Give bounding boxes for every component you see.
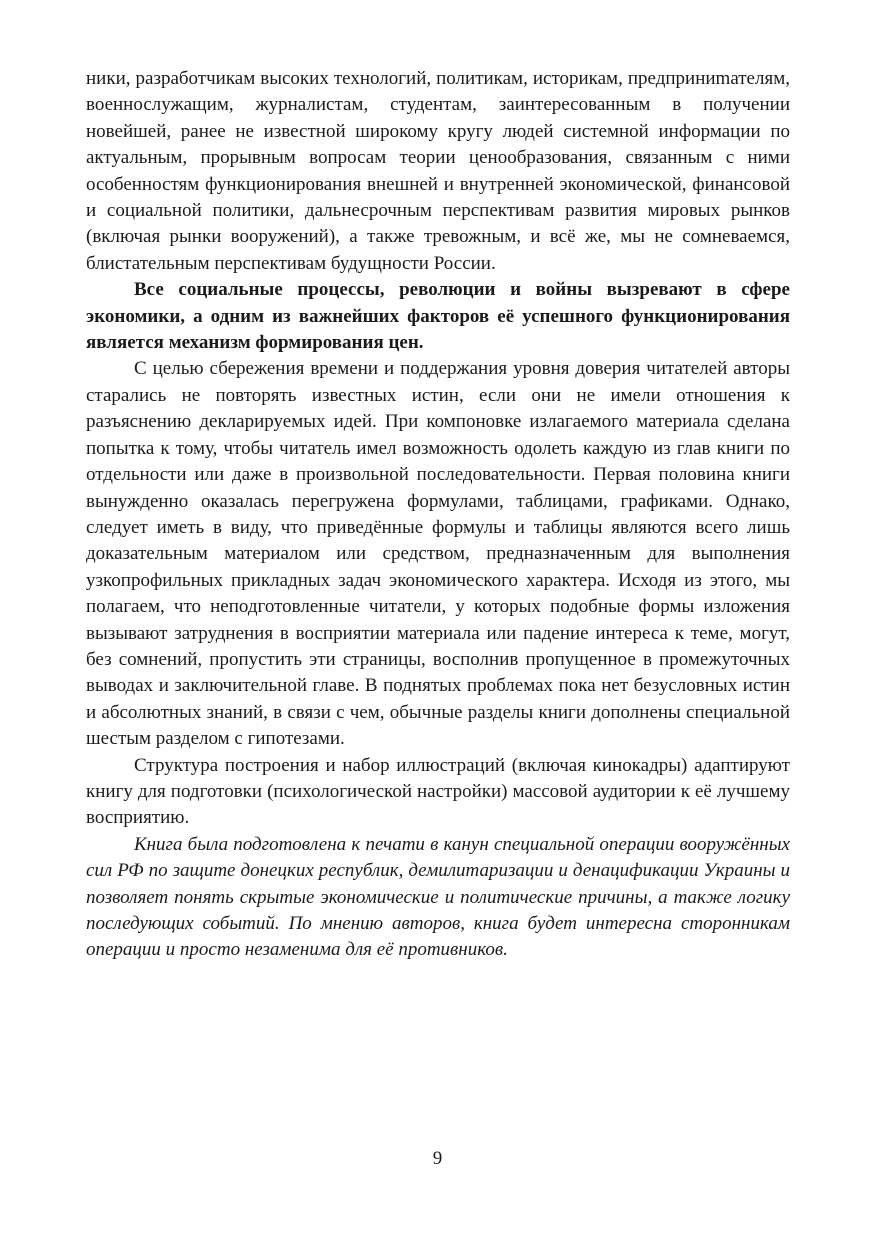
paragraph-structure: Структура построения и набор иллюстраций (включая кинокадры) адаптируют книгу для подготовки (психологической настройки) массовой аудитории к её лучшему восприятию. — [86, 754, 790, 829]
paragraph-authors-intent: С целью сбережения времени и поддержания уровня доверия читателей авторы старались не повторять известных истин, если они не имели отношения к разъяснению декларируемых идей. При компоновке излагаемого материала сделана попытка к тому, чтобы читатель имел возможность одолеть каждую из глав книги по отдельности или даже в произвольной последовательности. Первая половина книги вынужденно оказалась перегружена формулами, таблицами, графиками. Однако, следует иметь в виду, что приведённые формулы и таблицы являются всего лишь доказательным материалом или средством, предназначенным для выполнения узкопрофильных прикладных задач экономического характера. Исходя из этого, мы полагаем, что неподготовленные читатели, у которых подобные формы изложения вызывают затруднения в восприятии материала или падение интереса к теме, могут, без сомнений, пропустить эти страницы, восполнив пропущенное в промежуточных выводах и заключительной главе. В поднятых проблемах пока нет безусловных истин и абсолютных знаний, в связи с чем, обычные разделы книги дополнены специальной шестым разделом с гипотезами. — [86, 358, 790, 750]
paragraph-continuation: ники, разработчикам высоких технологий, политикам, историкам, предприниmателям, военнослужащим, журналистам, студентам, заинтересованным в получении новейшей, ранее не известной широкому кругу людей системной информации по актуальным, прорывным вопросам теории ценообразования, связанным с ними особенностям функционирования внешней и внутренней экономической, финансовой и социальной политики, дальнесрочным перспективам развития мировых рынков (включая рынки вооружений), а также тревожным, и всё же, мы не сомневаемся, блистательным перспективам будущности России. — [86, 68, 790, 274]
page-body — [86, 66, 790, 964]
paragraph-bold-statement: Все социальные процессы, революции и войны вызревают в сфере экономики, а одним из важнейших факторов её успешного функционирования является механизм формирования цен. — [86, 279, 790, 354]
page-number: 9 — [432, 1148, 443, 1169]
paragraph-italic-note: Книга была подготовлена к печати в канун специальной операции вооружённых сил РФ по защите донецких республик, демилитаризации и денацификации Украины и позволяет понять скрытые экономические и политические причины, а также логику последующих событий. По мнению авторов, книга будет интересна сторонникам операции и просто незаменима для её противников. — [86, 833, 790, 961]
